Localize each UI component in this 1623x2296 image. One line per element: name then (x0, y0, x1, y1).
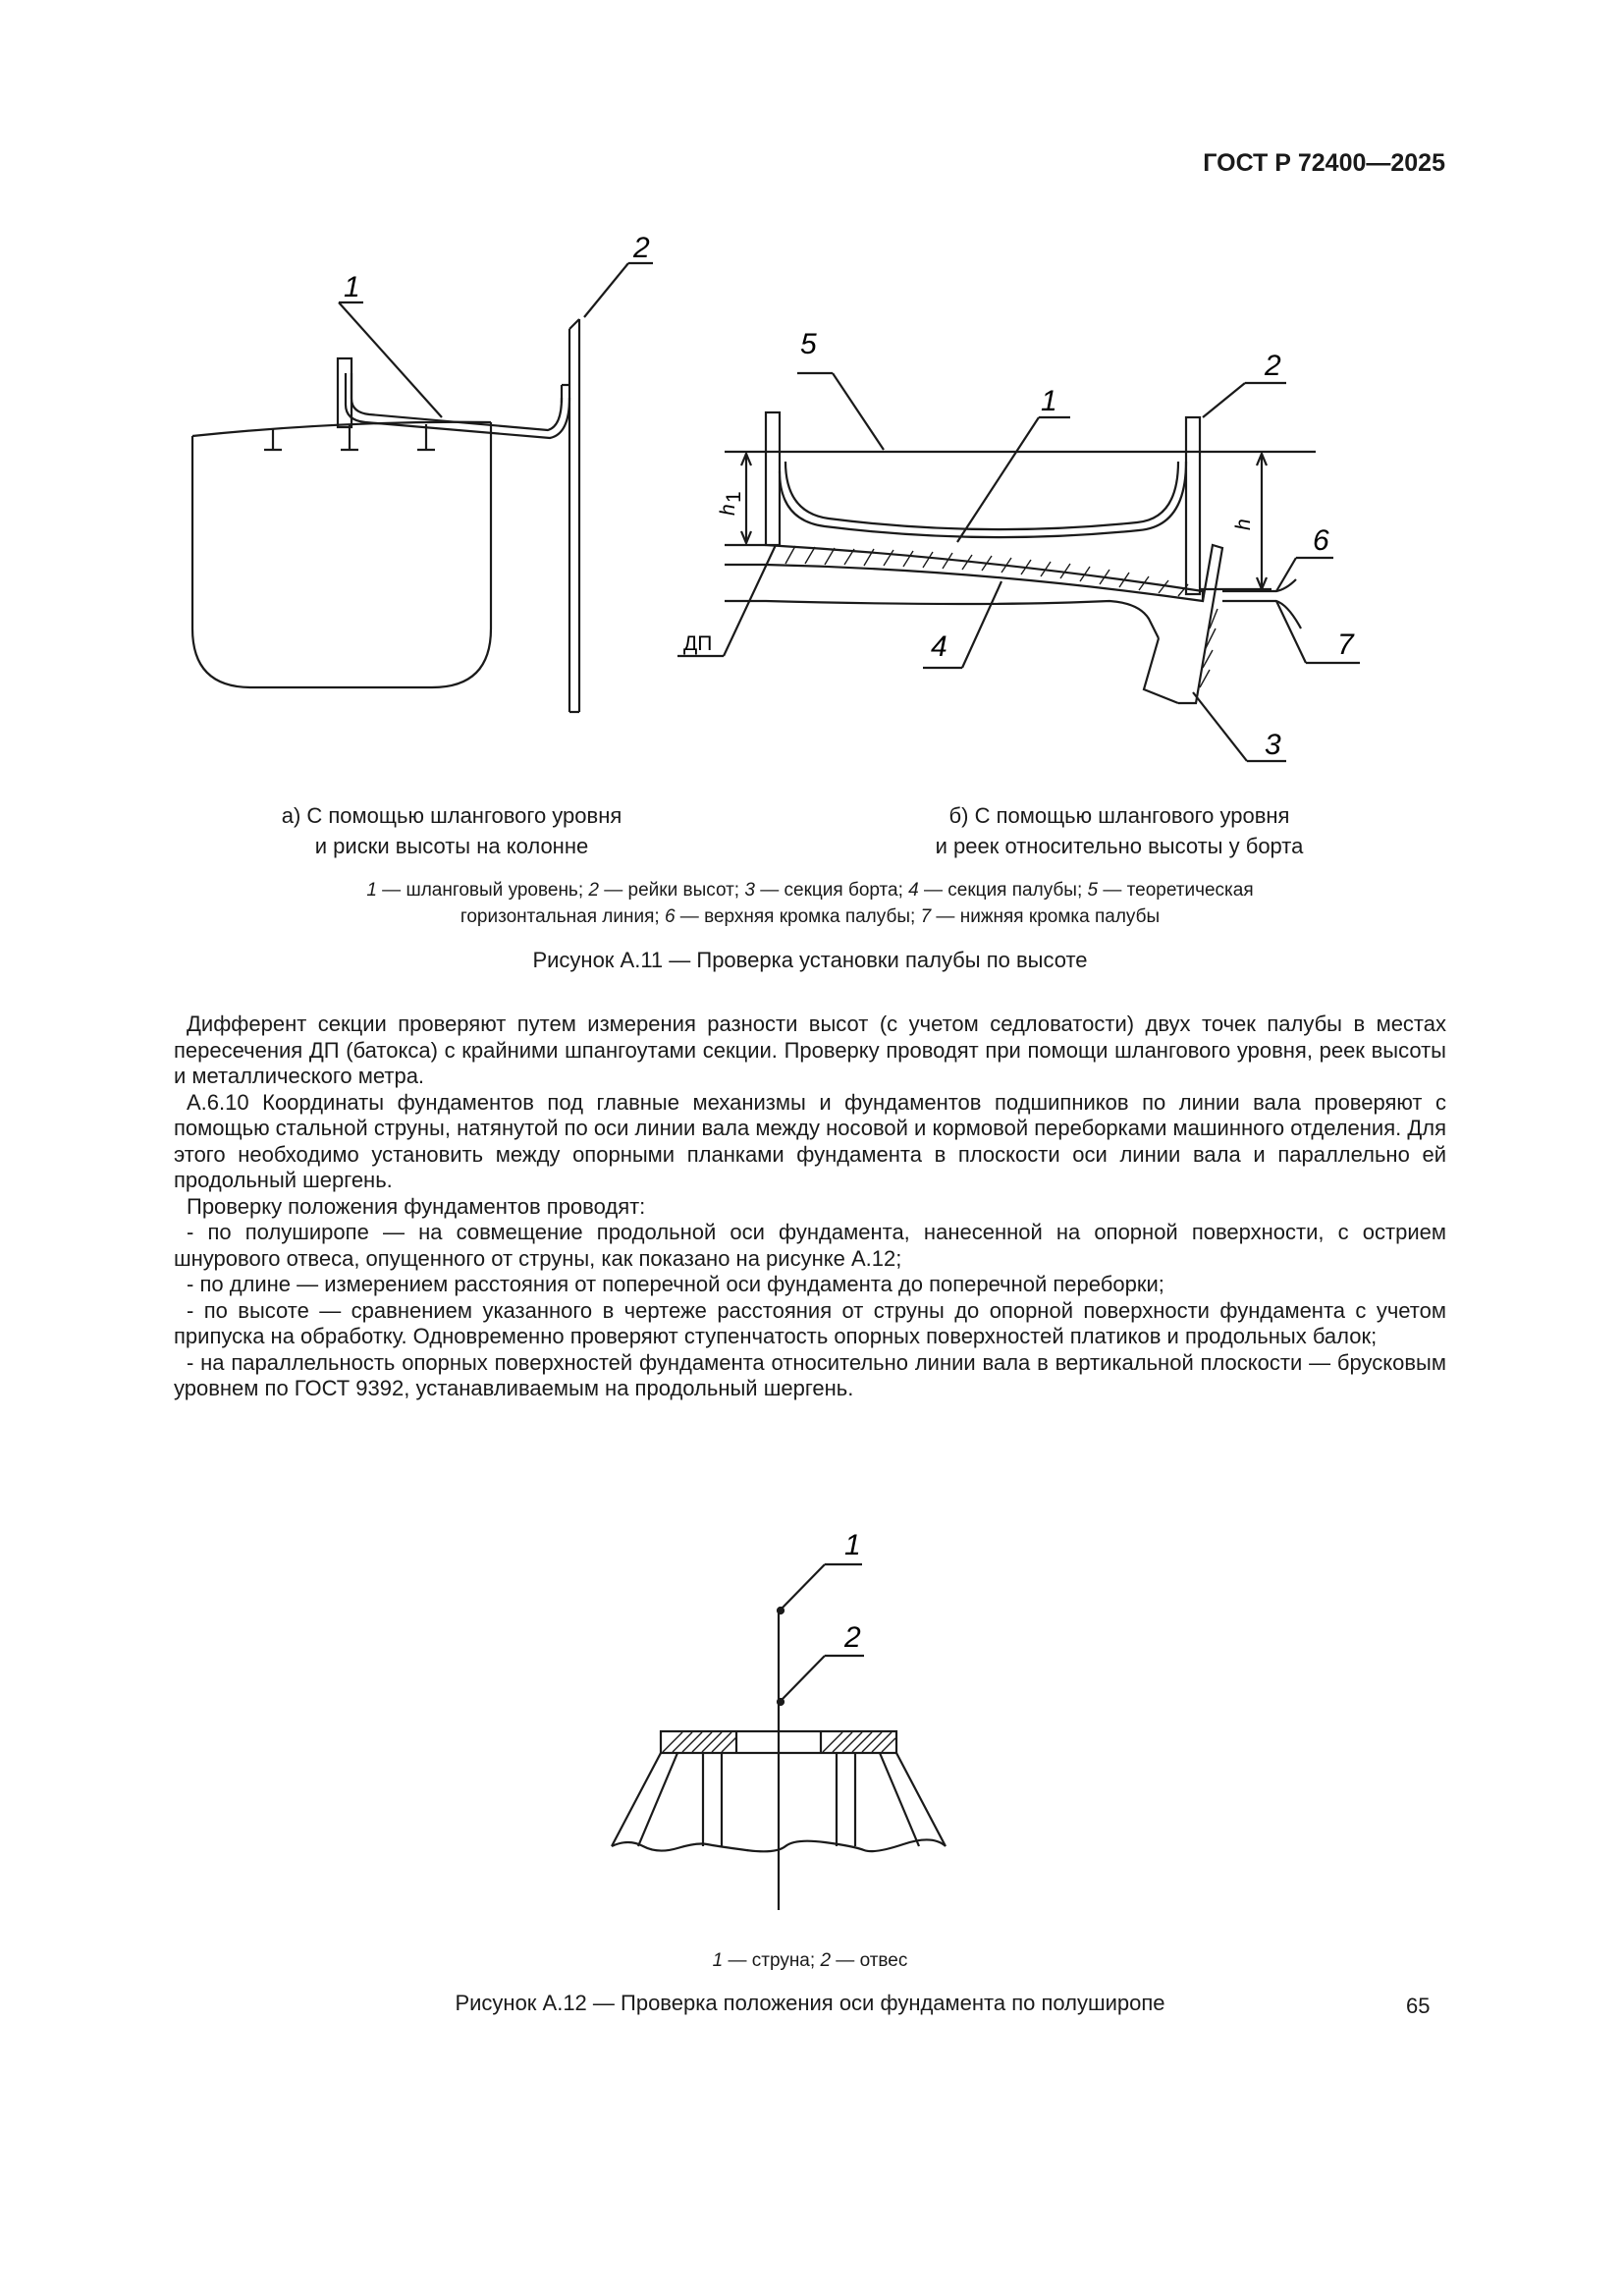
document-id: ГОСТ Р 72400—2025 (1203, 149, 1445, 177)
fig-b-label-7: 7 (1337, 629, 1354, 661)
paragraph-3: Проверку положения фундаментов проводят: (187, 1193, 646, 1219)
fig-b-label-3: 3 (1265, 729, 1281, 761)
paragraph-6: - по высоте — сравнением указанного в чертеже расстояния от струны до опорной поверхности фундамента с учетом припуска на обработку. Одновременно проверяют ступенчатость опорных поверхностей платиков и продольных балок; (174, 1297, 1446, 1348)
figure-a11-title: Рисунок А.11 — Проверка установки палубы по высоте (532, 948, 1088, 972)
fig-b-label-h1-sub: 1 (723, 491, 745, 503)
paragraph-2: А.6.10 Координаты фундаментов под главные механизмы и фундаментов подшипников по линии вала проверяют с помощью стальной струны, натянутой по оси линии вала между носовой и кормовой переборками машинного отделения. Для этого необходимо установить между опорными планками фундамента в плоскости оси линии вала и параллельно ей продольный шергень. (174, 1089, 1446, 1192)
fig-b-label-4: 4 (931, 630, 947, 663)
fig-a12-label-1: 1 (844, 1529, 861, 1561)
fig-b-label-h1: h (717, 504, 739, 516)
fig-b-label-dp: ДП (683, 632, 713, 655)
legend-line-2: горизонтальная линия; 6 — верхняя кромка палубы; 7 — нижняя кромка палубы (460, 906, 1161, 927)
caption-a-line2: и риски высоты на колонне (314, 834, 589, 858)
fig-b-label-2: 2 (1265, 350, 1281, 382)
fig-b-label-5: 5 (800, 328, 817, 360)
caption-b-line2: и реек относительно высоты у борта (935, 834, 1304, 858)
caption-b-line1: б) С помощью шлангового уровня (948, 803, 1290, 828)
paragraph-1: Дифферент секции проверяют путем измерения разности высот (с учетом седловатости) двух точек палубы в местах пересечения ДП (батокса) с крайними шпангоутами секции. Проверку проводят при помощи шлангового уровня, реек высоты и металлического метра. (174, 1011, 1446, 1088)
fig-a12-label-2: 2 (844, 1621, 861, 1654)
fig-b-label-1: 1 (1041, 385, 1057, 417)
paragraph-4: - по полуширопе — на совмещение продольной оси фундамента, нанесенной на опорной поверхности, с острием шнурового отвеса, опущенного от струны, как показано на рисунке А.12; (174, 1220, 1446, 1271)
legend-line-1: 1 — шланговый уровень; 2 — рейки высот; 3 — секция борта; 4 — секция палубы; 5 — теоретическая (366, 880, 1254, 901)
fig-a-label-1: 1 (344, 271, 360, 303)
fig-b-label-h: h (1232, 519, 1255, 530)
paragraph-5: - по длине — измерением расстояния от поперечной оси фундамента до поперечной переборки; (187, 1272, 1164, 1296)
paragraph-7: - на параллельность опорных поверхностей фундамента относительно линии вала в вертикальной плоскости — брусковым уровнем по ГОСТ 9392, устанавливаемым на продольный шергень. (174, 1349, 1446, 1400)
figure-a12-title: Рисунок А.12 — Проверка положения оси фундамента по полуширопе (455, 1991, 1165, 2015)
figure-a12-legend: 1 — струна; 2 — отвес (712, 1950, 908, 1971)
fig-b-label-6: 6 (1313, 524, 1329, 557)
fig-a-label-2: 2 (633, 232, 650, 264)
caption-a-line1: а) С помощью шлангового уровня (281, 803, 622, 828)
page-number: 65 (1406, 1994, 1431, 2018)
